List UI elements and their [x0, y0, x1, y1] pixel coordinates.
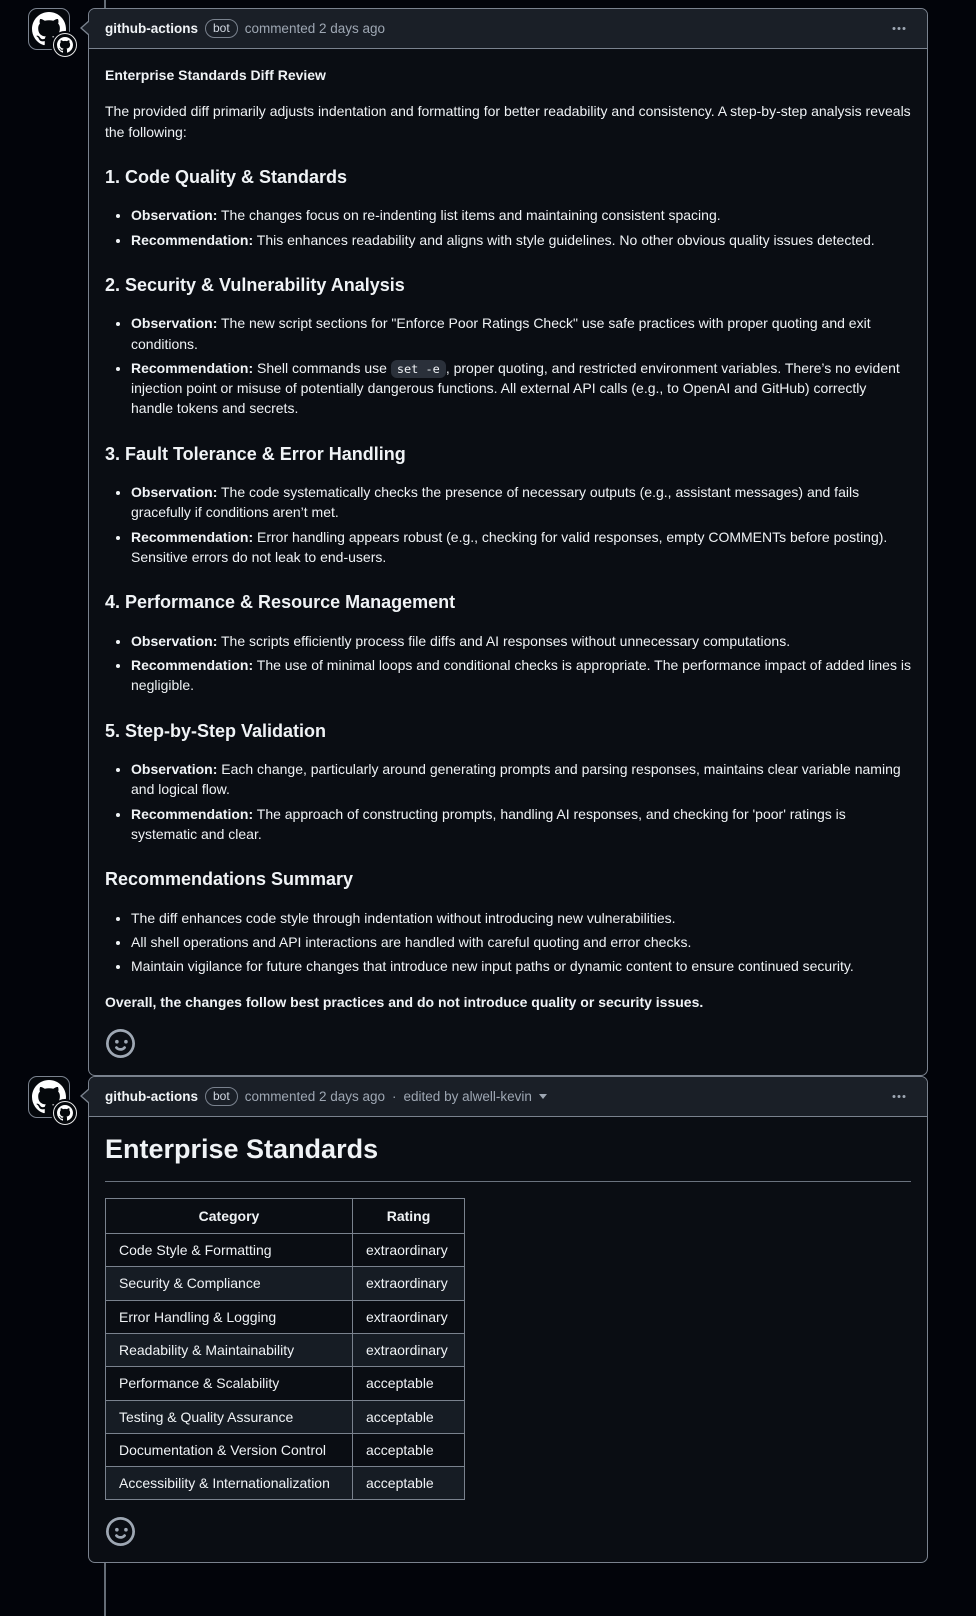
section-3-list [105, 482, 911, 567]
bullet-text: Error handling appears robust (e.g., checking for valid responses, empty COMMENTs before posting). Sensitive errors do not leak to end-users. [131, 528, 888, 566]
add-reaction-button[interactable] [105, 1516, 135, 1546]
bullet-text: The changes focus on re-indenting list items and maintaining consistent spacing. [217, 207, 721, 224]
bot-octocat-badge-icon [53, 1101, 77, 1125]
table-row [106, 1234, 465, 1267]
category-cell: Error Handling & Logging [106, 1300, 353, 1333]
bullet-text: The use of minimal loops and conditional checks is appropriate. The performance impact of added lines is negligible. [131, 657, 911, 694]
table-row [106, 1300, 465, 1333]
comment-2-header [89, 1077, 927, 1117]
table-row [106, 1400, 465, 1433]
add-reaction-button[interactable] [105, 1029, 135, 1059]
comment-timestamp[interactable]: commented 2 days ago [244, 21, 386, 36]
section-5-list [105, 759, 911, 844]
table-row [106, 1267, 465, 1300]
avatar-github-actions[interactable] [28, 1076, 70, 1118]
list-item [131, 655, 911, 696]
smiley-icon [106, 1517, 135, 1546]
chevron-down-icon [539, 1094, 547, 1099]
bot-badge: bot [205, 1087, 238, 1106]
rating-cell: extraordinary [353, 1267, 465, 1300]
ratings-table [105, 1198, 465, 1501]
edited-by-label: edited by alwell-kevin [403, 1089, 532, 1104]
list-item: • Maintain vigilance for future changes that introduce new input paths or dynamic content to ensure continued security. [131, 956, 911, 976]
rating-cell: extraordinary [353, 1234, 465, 1267]
section-heading-4: 4. Performance & Resource Management [105, 592, 456, 613]
bullet-label: Recommendation: [131, 657, 254, 674]
section-2-list [105, 313, 911, 418]
list-item: • The diff enhances code style through indentation without introducing new vulnerabilities. [131, 908, 911, 928]
comment-2 [88, 1076, 928, 1563]
bullet-label: Observation: [131, 761, 218, 777]
bullet-label: Observation: [131, 207, 218, 224]
page-title: Enterprise Standards [105, 1133, 911, 1182]
section-heading-1: 1. Code Quality & Standards [105, 166, 348, 187]
table-row [106, 1367, 465, 1400]
comment-options-button[interactable] [887, 1085, 911, 1109]
bullet-text: The code systematically checks the presence of necessary outputs (e.g., assistant messages) and fails gracefully if conditions aren’t met. [131, 484, 860, 521]
category-cell: Performance & Scalability [106, 1367, 353, 1400]
category-cell: Testing & Quality Assurance [106, 1400, 353, 1433]
rating-cell: acceptable [353, 1367, 465, 1400]
list-item [131, 230, 911, 250]
avatar-github-actions[interactable] [28, 8, 70, 50]
list-item [131, 527, 911, 568]
table-row [106, 1333, 465, 1366]
summary-list [105, 908, 911, 977]
table-row [106, 1433, 465, 1466]
closing-statement: Overall, the changes follow best practices and do not introduce quality or security issues. [105, 994, 704, 1011]
bullet-text: The scripts efficiently process file diffs and AI responses without unnecessary computations. [217, 632, 791, 649]
list-item [131, 313, 911, 354]
bullet-label: Recommendation: [131, 805, 254, 822]
list-item [131, 205, 911, 225]
section-4-list [105, 631, 911, 696]
bullet-label: Observation: [131, 484, 218, 501]
smiley-icon [106, 1029, 135, 1058]
review-intro: The provided diff primarily adjusts indentation and formatting for better readability and consistency. A step-by-step analysis reveals the following: [105, 103, 911, 140]
summary-heading: Recommendations Summary [105, 869, 354, 890]
table-header-row [106, 1198, 465, 1233]
comment-1-header [89, 9, 927, 49]
bullet-text: , proper quoting, and restricted environment variables. There’s no evident injection point or misuse of potentially dangerous functions. All external API calls (e.g., to OpenAI and GitHub) correctly handle tokens and secrets. [131, 359, 900, 417]
inline-code-set-e: set -e [391, 360, 446, 378]
category-cell: Security & Compliance [106, 1267, 353, 1300]
section-heading-2: 2. Security & Vulnerability Analysis [105, 274, 405, 295]
bullet-label: Recommendation: [131, 359, 254, 376]
category-cell: Code Style & Formatting [106, 1234, 353, 1267]
meta-separator: · [392, 1089, 397, 1104]
kebab-menu-icon [891, 1089, 907, 1105]
bot-octocat-badge-icon [53, 33, 77, 57]
bullet-text: The approach of constructing prompts, handling AI responses, and checking for 'poor' ratings is systematic and clear. [131, 805, 846, 842]
bullet-label: Observation: [131, 632, 218, 649]
column-header-rating: Rating [353, 1198, 465, 1233]
category-cell: Accessibility & Internationalization [106, 1467, 353, 1500]
bot-badge: bot [205, 19, 238, 38]
category-cell: Documentation & Version Control [106, 1433, 353, 1466]
comment-author-link[interactable]: github-actions [105, 1089, 198, 1104]
rating-cell: extraordinary [353, 1333, 465, 1366]
edited-by-dropdown[interactable] [404, 1089, 547, 1104]
section-1-list [105, 205, 911, 250]
bullet-label: Recommendation: [131, 231, 254, 248]
list-item [131, 631, 911, 651]
bullet-text: Each change, particularly around generating prompts and parsing responses, maintains clear variable naming and logical flow. [131, 761, 901, 798]
rating-cell: acceptable [353, 1400, 465, 1433]
rating-cell: acceptable [353, 1433, 465, 1466]
comment-1-markdown-body [105, 65, 911, 1013]
list-item [131, 759, 911, 800]
bullet-text: This enhances readability and aligns with style guidelines. No other obvious quality issues detected. [253, 231, 875, 248]
comment-author-link[interactable]: github-actions [105, 21, 198, 36]
comment-timestamp[interactable]: commented 2 days ago [244, 1089, 386, 1104]
list-item [131, 804, 911, 845]
list-item: • All shell operations and API interactions are handled with careful quoting and error checks. [131, 932, 911, 952]
rating-cell: acceptable [353, 1467, 465, 1500]
section-heading-3: 3. Fault Tolerance & Error Handling [105, 443, 406, 464]
bullet-label: Observation: [131, 315, 218, 332]
review-title: Enterprise Standards Diff Review [105, 67, 326, 83]
table-row [106, 1467, 465, 1500]
comment-options-button[interactable] [887, 17, 911, 41]
kebab-menu-icon [891, 21, 907, 37]
comment-1 [88, 8, 928, 1076]
list-item [131, 482, 911, 523]
bullet-label: Recommendation: [131, 528, 254, 545]
section-heading-5: 5. Step-by-Step Validation [105, 720, 327, 741]
column-header-category: Category [106, 1198, 353, 1233]
rating-cell: extraordinary [353, 1300, 465, 1333]
bullet-text: The new script sections for "Enforce Poor Ratings Check" use safe practices with proper quoting and exit conditions. [131, 315, 871, 352]
comment-2-markdown-body [105, 1133, 911, 1500]
list-item [131, 358, 911, 419]
category-cell: Readability & Maintainability [106, 1333, 353, 1366]
bullet-text: Shell commands use [253, 359, 391, 376]
